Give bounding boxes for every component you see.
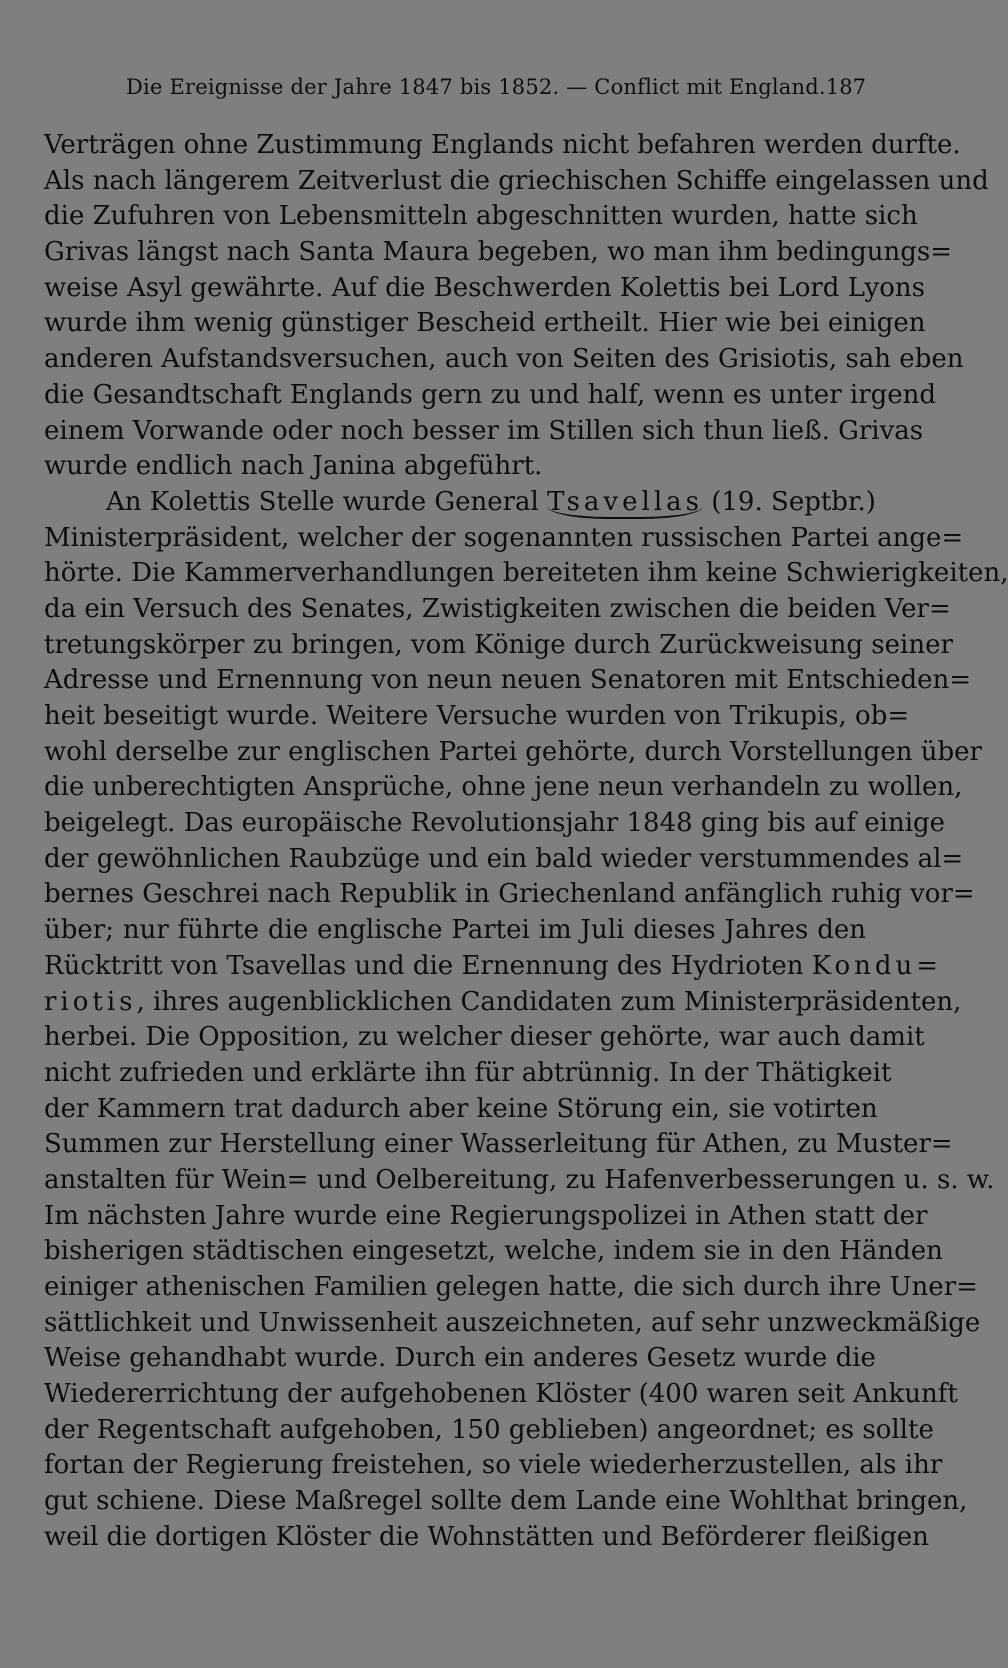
text-line-39: gut schiene. Diese Maßregel sollte dem Lande eine Wohlthat bringen, — [44, 1486, 968, 1517]
running-title: Die Ereignisse der Jahre 1847 bis 1852. — Conflict mit England. — [126, 75, 826, 99]
text-line-23: über; nur führte die englische Partei im Juli dieses Jahres den — [44, 915, 866, 946]
text-line-21: der gewöhnlichen Raubzüge und ein bald wieder verstummendes al= — [44, 843, 964, 874]
text-line-12: Ministerpräsident, welcher der sogenannten russischen Partei ange= — [44, 522, 964, 553]
running-head — [126, 72, 866, 102]
text-line-32: bisherigen städtischen eingesetzt, welche, indem sie in den Händen — [44, 1236, 943, 1267]
text-line-38: fortan der Regierung freistehen, so viele wiederherzustellen, als ihr — [44, 1450, 943, 1481]
text-line-5: weise Asyl gewährte. Auf die Beschwerden Kolettis bei Lord Lyons — [44, 272, 925, 303]
text-line-27: nicht zufrieden und erklärte ihn für abtrünnig. In der Thätigkeit — [44, 1057, 892, 1088]
text-line-25 — [44, 985, 962, 1021]
text-line-1: Verträgen ohne Zustimmung Englands nicht befahren werden durfte. — [44, 130, 961, 160]
line-25-after: , ihres augenblicklichen Candidaten zum Ministerpräsidenten, — [136, 986, 962, 1017]
text-line-3: die Zufuhren von Lebensmitteln abgeschnitten wurden, hatte sich — [44, 201, 918, 232]
name-riotis: riotis — [44, 986, 137, 1017]
text-line-35: Weise gehandhabt wurde. Durch ein anderes Gesetz wurde die — [44, 1343, 876, 1374]
text-line-15: tretungskörper zu bringen, vom Könige durch Zurückweisung seiner — [44, 629, 953, 660]
page-number: 187 — [825, 75, 866, 99]
name-tsavellas: Tsavellas — [547, 486, 703, 517]
line-24-before: Rücktritt von Tsavellas und die Ernennung des Hydrioten — [44, 950, 812, 981]
text-line-14: da ein Versuch des Senates, Zwistigkeiten zwischen die beiden Ver= — [44, 593, 951, 624]
text-line-9: einem Vorwande oder noch besser im Stillen sich thun ließ. Grivas — [44, 415, 924, 446]
text-line-18: wohl derselbe zur englischen Partei gehörte, durch Vorstellungen über — [44, 736, 982, 767]
text-line-19: die unberechtigten Ansprüche, ohne jene neun verhandeln zu wollen, — [44, 772, 963, 803]
line-11-after: (19. Septbr.) — [702, 486, 876, 517]
text-line-2: Als nach längerem Zeitverlust die griechischen Schiffe eingelassen und — [44, 165, 989, 196]
text-line-8: die Gesandtschaft Englands gern zu und half, wenn es unter irgend — [44, 379, 937, 410]
text-line-20: beigelegt. Das europäische Revolutionsjahr 1848 ging bis auf einige — [44, 808, 946, 839]
text-line-36: Wiedererrichtung der aufgehobenen Klöster (400 waren seit Ankunft — [44, 1379, 958, 1410]
text-line-29: Summen zur Herstellung einer Wasserleitung für Athen, zu Muster= — [44, 1129, 953, 1160]
text-line-16: Adresse und Ernennung von neun neuen Senatoren mit Entschieden= — [44, 665, 972, 696]
text-line-30: anstalten für Wein= und Oelbereitung, zu Hafenverbesserungen u. s. w. — [44, 1164, 995, 1195]
text-line-6: wurde ihm wenig günstiger Bescheid ertheilt. Hier wie bei einigen — [44, 308, 926, 339]
line-11-before: An Kolettis Stelle wurde General — [106, 486, 548, 517]
text-line-13: hörte. Die Kammerverhandlungen bereiteten ihm keine Schwierigkeiten, — [44, 558, 1008, 589]
text-line-22: bernes Geschrei nach Republik in Griechenland anfänglich ruhig vor= — [44, 879, 975, 910]
text-line-10: wurde endlich nach Janina abgeführt. — [44, 451, 543, 482]
text-line-31: Im nächsten Jahre wurde eine Regierungspolizei in Athen statt der — [44, 1200, 928, 1231]
text-line-4: Grivas längst nach Santa Maura begeben, wo man ihm bedingungs= — [44, 237, 953, 268]
text-line-26: herbei. Die Opposition, zu welcher dieser gehörte, war auch damit — [44, 1022, 925, 1053]
text-line-28: der Kammern trat dadurch aber keine Störung ein, sie votirten — [44, 1093, 878, 1124]
text-line-40: weil die dortigen Klöster die Wohnstätten und Beförderer fleißigen — [44, 1521, 929, 1552]
text-line-37: der Regentschaft aufgehoben, 150 geblieben) angeordnet; es sollte — [44, 1414, 934, 1445]
text-line-34: sättlichkeit und Unwissenheit auszeichneten, auf sehr unzweckmäßige — [44, 1307, 981, 1338]
text-line-7: anderen Aufstandsversuchen, auch von Seiten des Grisiotis, sah eben — [44, 344, 964, 375]
text-line-33: einiger athenischen Familien gelegen hatte, die sich durch ihre Uner= — [44, 1272, 978, 1302]
name-kondu: Kondu= — [811, 950, 943, 981]
text-line-11 — [44, 485, 876, 521]
text-line-24 — [44, 949, 943, 985]
text-line-17: heit beseitigt wurde. Weitere Versuche wurden von Trikupis, ob= — [44, 701, 910, 731]
body-text — [44, 128, 1008, 1556]
